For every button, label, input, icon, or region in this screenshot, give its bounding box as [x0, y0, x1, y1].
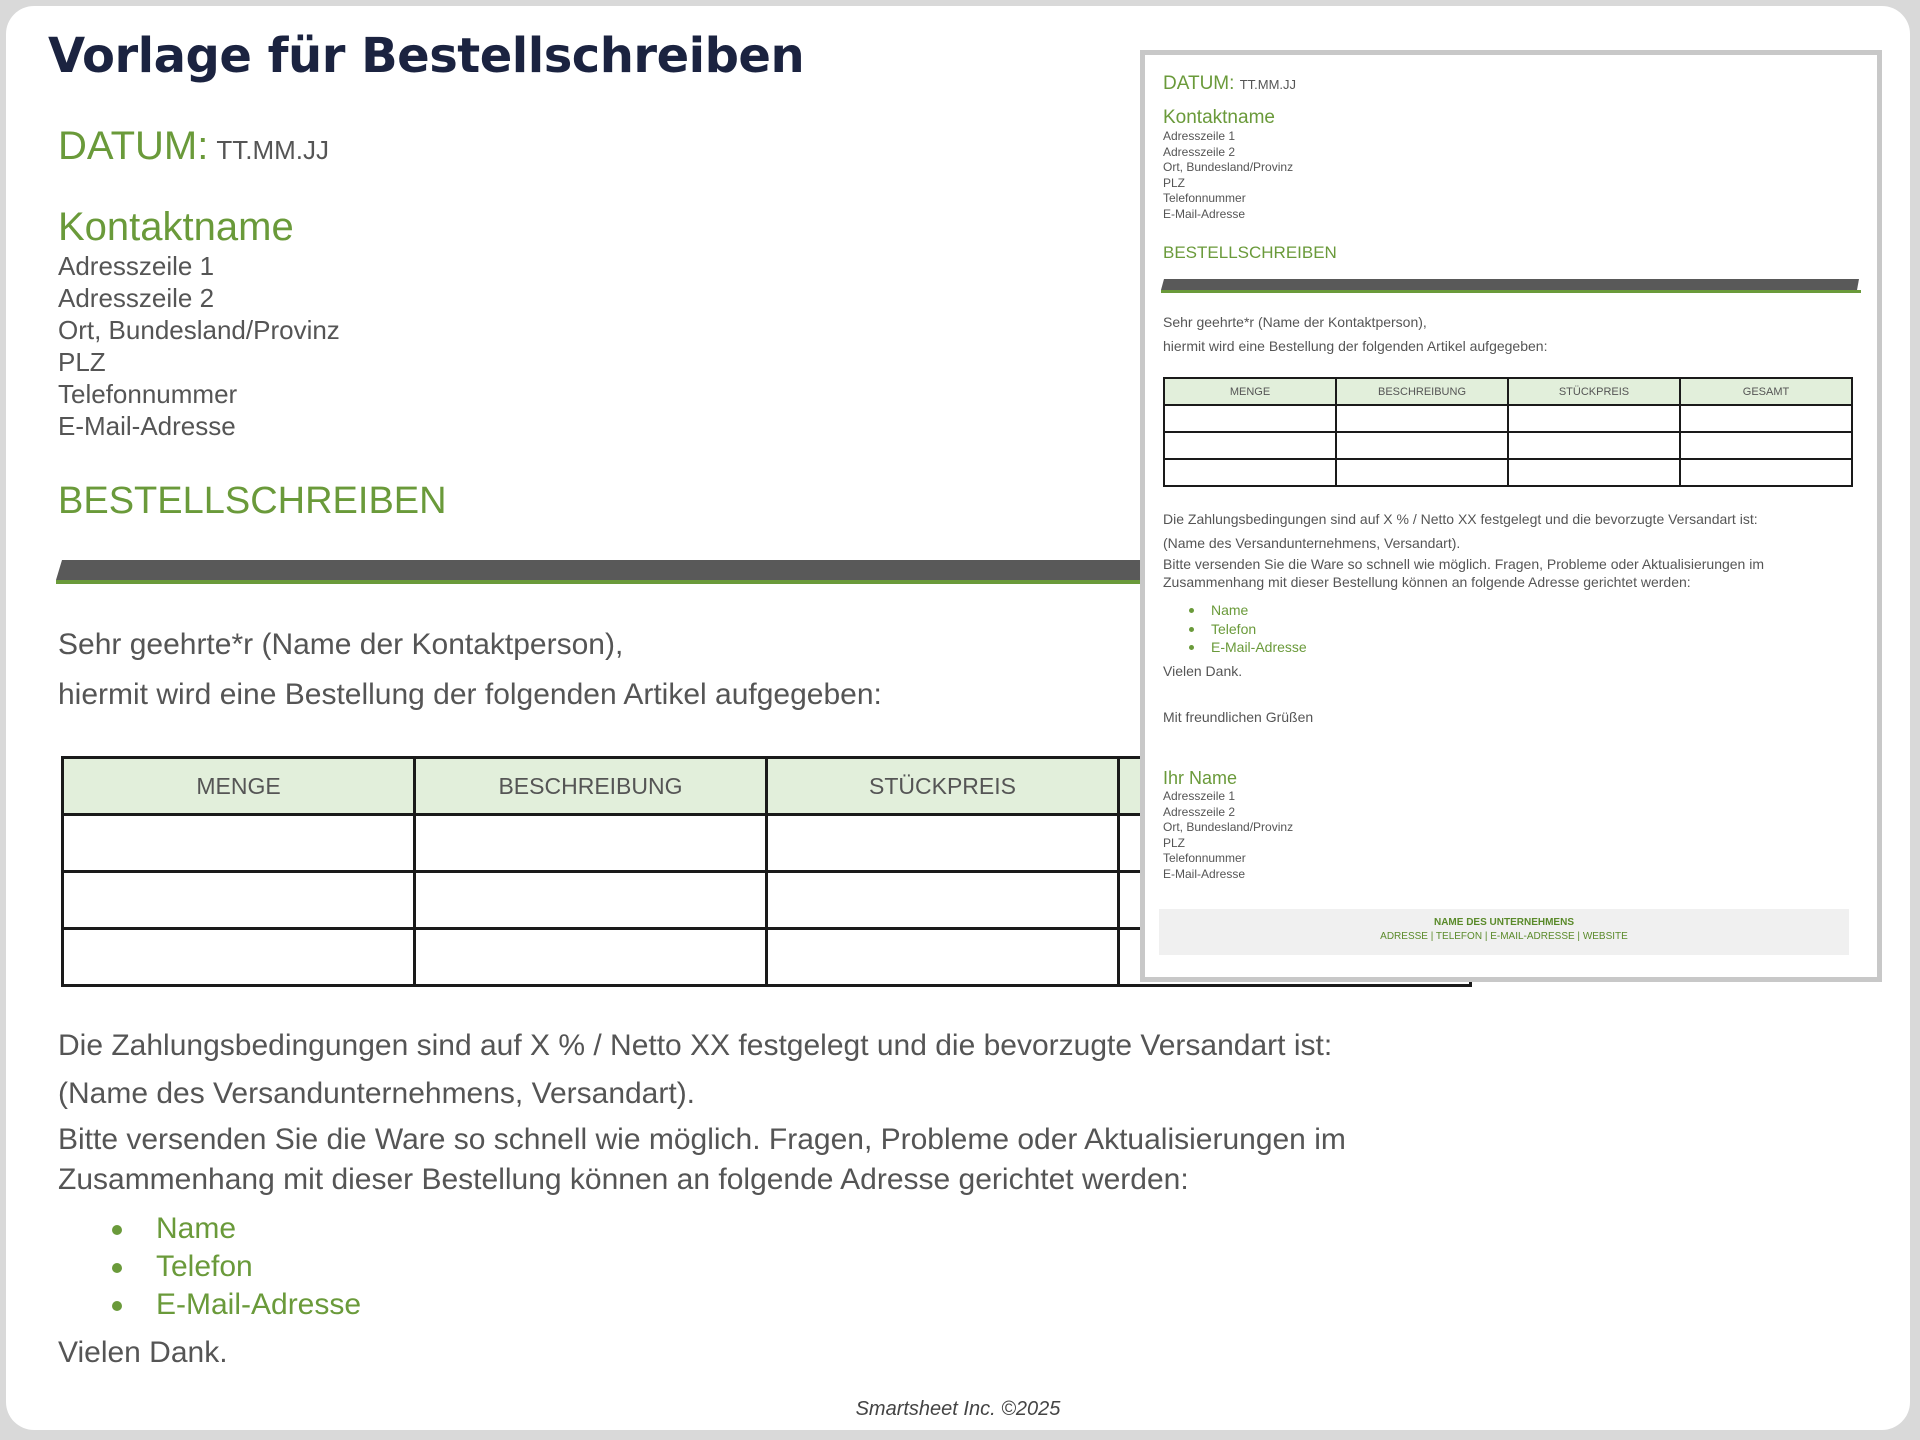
preview-cell	[1680, 432, 1852, 459]
preview-address-line: Adresszeile 2	[1163, 144, 1236, 159]
preview-terms-block	[1163, 507, 1863, 591]
preview-table-row	[1164, 459, 1852, 486]
preview-date-label: DATUM:	[1163, 73, 1235, 94]
contact-block	[58, 204, 340, 442]
table-cell[interactable]	[415, 815, 767, 872]
table-cell[interactable]	[767, 929, 1119, 986]
preview-terms-text: Die Zahlungsbedingungen sind auf X % / Netto XX festgelegt und die bevorzugte Versandart ist:	[1163, 511, 1758, 527]
preview-address-line: E-Mail-Adresse	[1163, 206, 1246, 221]
address-line: PLZ	[58, 347, 106, 377]
preview-thanks: Vielen Dank.	[1163, 663, 1243, 679]
thanks-text: Vielen Dank.	[58, 1336, 228, 1369]
preview-cell	[1508, 459, 1680, 486]
preview-greeting: Sehr geehrte*r (Name der Kontaktperson),	[1163, 314, 1427, 330]
preview-sender-name: Ihr Name	[1163, 768, 1238, 788]
contact-name: Kontaktname	[58, 205, 294, 249]
address-line: Telefonnummer	[58, 379, 238, 409]
preview-order-table	[1163, 377, 1853, 487]
intro-text: hiermit wird eine Bestellung der folgenden Artikel aufgegeben:	[58, 678, 882, 711]
preview-list-item: Name	[1187, 601, 1307, 620]
preview-footer	[1159, 909, 1849, 955]
preview-sender-address-line: E-Mail-Adresse	[1163, 866, 1246, 881]
preview-shipping-text: (Name des Versandunternehmens, Versandart).	[1163, 535, 1461, 551]
table-cell[interactable]	[63, 872, 415, 929]
address-line: Adresszeile 2	[58, 283, 215, 313]
preview-sender-address-line: Adresszeile 2	[1163, 804, 1236, 819]
table-cell[interactable]	[767, 872, 1119, 929]
greeting-block	[58, 620, 882, 720]
table-cell[interactable]	[415, 872, 767, 929]
address-line: Adresszeile 1	[58, 251, 215, 281]
preview-date-line	[1163, 73, 1296, 95]
list-item: Telefon	[106, 1248, 361, 1286]
request-text: Bitte versenden Sie die Ware so schnell wie möglich. Fragen, Probleme oder Aktualisierungen im Zusammenhang mit dieser Bestellung können an folgende Adresse gerichtet werden:	[58, 1123, 1346, 1196]
footer-company: NAME DES UNTERNEHMENS	[1433, 917, 1574, 928]
preview-heading-rule	[1161, 279, 1861, 293]
address-line: E-Mail-Adresse	[58, 411, 236, 441]
list-item: E-Mail-Adresse	[106, 1286, 361, 1324]
preview-contact-block	[1163, 107, 1293, 222]
preview-request-text: Bitte versenden Sie die Ware so schnell wie möglich. Fragen, Probleme oder Aktualisierungen im Zusammenhang mit dieser Bestellung können an folgende Adresse gerichtet werden:	[1163, 556, 1765, 590]
preview-cell	[1336, 432, 1508, 459]
preview-address-line: Adresszeile 1	[1163, 129, 1236, 143]
date-line	[58, 124, 329, 169]
preview-cell	[1164, 432, 1336, 459]
preview-sender-address-line: Telefonnummer	[1163, 851, 1246, 865]
preview-sender-address-line: Ort, Bundesland/Provinz	[1163, 820, 1294, 834]
contact-list	[106, 1210, 361, 1324]
preview-cell	[1336, 405, 1508, 432]
preview-sender-address-line: PLZ	[1163, 835, 1186, 850]
terms-text: Die Zahlungsbedingungen sind auf X % / Netto XX festgelegt und die bevorzugte Versandart ist:	[58, 1029, 1333, 1062]
preview-sender-block	[1163, 767, 1293, 882]
shipping-text: (Name des Versandunternehmens, Versandart).	[58, 1077, 696, 1110]
preview-address-line: PLZ	[1163, 175, 1186, 190]
preview-column-header: MENGE	[1164, 378, 1336, 405]
preview-cell	[1336, 459, 1508, 486]
footer-contacts: ADRESSE | TELEFON | E-MAIL-ADRESSE | WEBSITE	[1380, 931, 1628, 942]
terms-block	[58, 1022, 1498, 1200]
column-header: BESCHREIBUNG	[415, 758, 767, 815]
preview-regards: Mit freundlichen Grüßen	[1163, 709, 1314, 725]
preview-cell	[1680, 459, 1852, 486]
date-value: TT.MM.JJ	[216, 135, 330, 165]
preview-heading: BESTELLSCHREIBEN	[1163, 243, 1337, 262]
table-cell[interactable]	[63, 815, 415, 872]
preview-table-row	[1164, 405, 1852, 432]
column-header: MENGE	[63, 758, 415, 815]
address-line: Ort, Bundesland/Provinz	[58, 315, 340, 345]
page-title: Vorlage für Bestellschreiben	[48, 28, 805, 84]
greeting: Sehr geehrte*r (Name der Kontaktperson),	[58, 628, 624, 661]
preview-column-header: BESCHREIBUNG	[1336, 378, 1508, 405]
preview-cell	[1680, 405, 1852, 432]
preview-address-line: Telefonnummer	[1163, 191, 1246, 205]
table-cell[interactable]	[63, 929, 415, 986]
date-label: DATUM:	[58, 124, 209, 168]
table-cell[interactable]	[415, 929, 767, 986]
preview-greeting-block	[1163, 310, 1547, 358]
preview-contact-name: Kontaktname	[1163, 107, 1275, 128]
copyright: Smartsheet Inc. ©2025	[855, 1398, 1061, 1420]
preview-table-row	[1164, 432, 1852, 459]
template-frame	[6, 6, 1910, 1430]
preview-cell	[1164, 459, 1336, 486]
preview-cell	[1508, 432, 1680, 459]
preview-list-item: E-Mail-Adresse	[1187, 638, 1307, 657]
preview-intro: hiermit wird eine Bestellung der folgenden Artikel aufgegeben:	[1163, 338, 1548, 354]
table-cell[interactable]	[767, 815, 1119, 872]
column-header: STÜCKPREIS	[767, 758, 1119, 815]
preview-header-row	[1164, 378, 1852, 405]
preview-list-item: Telefon	[1187, 620, 1307, 639]
letter-heading: BESTELLSCHREIBEN	[58, 480, 447, 522]
preview-cell	[1164, 405, 1336, 432]
preview-column-header: GESAMT	[1680, 378, 1852, 405]
preview-address-line: Ort, Bundesland/Provinz	[1163, 160, 1294, 174]
preview-contact-list	[1187, 601, 1307, 657]
preview-date-value: TT.MM.JJ	[1239, 77, 1297, 92]
preview-cell	[1508, 405, 1680, 432]
preview-sender-address-line: Adresszeile 1	[1163, 789, 1236, 803]
preview-column-header: STÜCKPREIS	[1508, 378, 1680, 405]
list-item: Name	[106, 1210, 361, 1248]
letter-preview	[1140, 50, 1882, 982]
